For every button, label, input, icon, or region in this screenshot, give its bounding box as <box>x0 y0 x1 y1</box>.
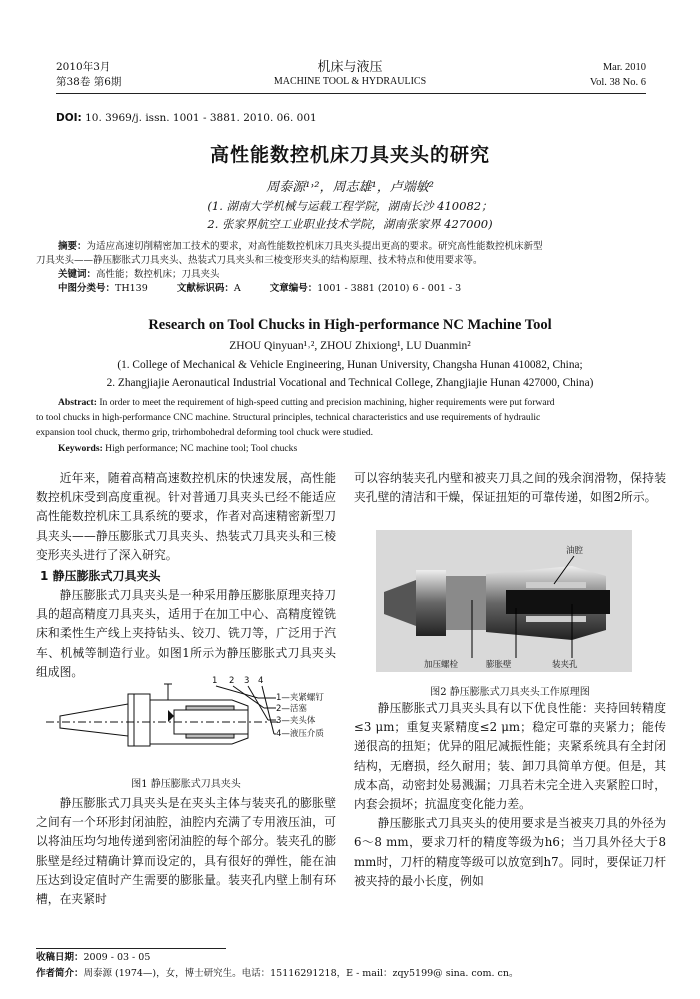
abstract-en-line2: to tool chucks in high-performance CNC machine. Structural principles, technical characteristics and use requirements of hydraulic <box>36 412 541 423</box>
author-bio: 周泰源 (1974—)，女，博士研究生。电话：15116291218，E - mail：zqy5199@ sina. com. cn。 <box>83 968 519 979</box>
affiliation-en-1: (1. College of Mechanical & Vehicle Engineering, Hunan University, Changsha Hunan 410082, China; <box>117 359 583 371</box>
figure-2-photo <box>376 530 632 672</box>
keywords-en: High performance; NC machine tool; Tool chucks <box>105 443 298 454</box>
figure-2-label-oil-chamber: 油腔 <box>566 546 584 556</box>
figure-1-label-1: 1—夹紧螺钉 <box>276 693 324 703</box>
abstract-en <box>36 395 670 456</box>
doccode-value: A <box>233 283 241 294</box>
header-date-en: Mar. 2010 <box>602 62 646 73</box>
figure-2 <box>376 530 632 672</box>
abstract-cn-line2: 刀具夹头——静压膨胀式刀具夹头、热装式刀具夹头和三棱变形夹头的结构原理、技术特点和使用要求等。 <box>36 255 483 266</box>
right-column <box>354 469 666 507</box>
affiliation-cn-1: (1. 湖南大学机械与运载工程学院，湖南长沙 410082； <box>207 199 493 213</box>
article-label: 文章编号： <box>269 283 318 294</box>
keywords-cn-label: 关键词： <box>58 269 97 280</box>
title-en: Research on Tool Chucks in High-performance NC Machine Tool <box>148 317 552 333</box>
header-journal-en: MACHINE TOOL & HYDRAULICS <box>273 76 427 87</box>
figure-1-caption: 图1 静压膨胀式刀具夹头 <box>131 779 241 790</box>
doccode-label: 文献标识码： <box>176 283 234 294</box>
figure-2-label-3: 装夹孔 <box>552 660 578 670</box>
authors-en: ZHOU Qinyuan¹˒², ZHOU Zhixiong¹, LU Duanmin² <box>229 340 471 352</box>
abstract-en-line3: expansion tool chuck, thermo grip, trirhombohedral deforming tool chuck were studied. <box>36 427 374 438</box>
left-paragraph-3: 静压膨胀式刀具夹头是在夹头主体与装夹孔的膨胀壁之间有一个环形封闭油腔，油腔内充满了专用液压油，可以将油压均匀地传递到密闭油腔的每个部分。装夹孔的膨胀壁是经过精确计算而设定的，具有很好的弹性，能在油压达到设定值时产生需要的膨胀量。装夹孔内壁上制有环槽，在夹紧时 <box>36 796 336 907</box>
abstract-en-line1: In order to meet the requirement of high-speed cutting and precision machining, higher requirements were put forward <box>99 397 555 408</box>
article-value: 1001 - 3881 (2010) 6 - 001 - 3 <box>317 283 462 294</box>
clc-label: 中图分类号： <box>58 283 116 294</box>
abstract-cn-line1: 为适应高速切削精密加工技术的要求，对高性能数控机床刀具夹头提出更高的要求。研究高性能数控机床新型 <box>86 241 543 252</box>
abstract-cn-label: 摘要： <box>58 241 87 252</box>
figure-1-label-2: 2—活塞 <box>276 704 307 714</box>
left-paragraph-2: 静压膨胀式刀具夹头是一种采用静压膨胀原理夹持刀具的超高精度刀具夹头，适用于在加工中心、高精度镗铣床和柔性生产线上夹持钻头、铰刀、铣刀等，广泛用于汽车、机械等制造行业。如图1所示为静压膨胀式刀具夹头组成图。 <box>36 588 336 679</box>
right-paragraph-3: 静压膨胀式刀具夹头的使用要求是当被夹刀具的外径为6～8 mm，要求刀杆的精度等级为h6；当刀具外径大于8 mm时，刀杆的精度等级可以放宽到h7。同时，要保证刀杆被夹持的最小长度，例如 <box>354 816 666 888</box>
clc-value: TH139 <box>115 283 148 294</box>
doi-value: 10. 3969/j. issn. 1001 - 3881. 2010. 06. 001 <box>85 112 317 124</box>
figure-1-num-2: 2 <box>229 676 235 686</box>
affiliation-cn-2: 2. 张家界航空工业职业技术学院，湖南张家界 427000) <box>207 217 493 231</box>
received-date: 2009 - 03 - 05 <box>83 952 151 963</box>
keywords-en-label: Keywords: <box>58 443 103 454</box>
header-journal-cn: 机床与液压 <box>317 60 383 75</box>
figure-1-label-4: 4—液压介质 <box>276 729 324 739</box>
figure-2-label-1: 加压螺栓 <box>424 660 459 670</box>
affiliation-en-2: 2. Zhangjiajie Aeronautical Industrial Vocational and Technical College, Zhangjiajie Hunan 427000, China) <box>106 377 594 389</box>
header-date-cn: 2010年3月 <box>56 61 111 73</box>
section-1-heading: 1 静压膨胀式刀具夹头 <box>40 569 161 584</box>
footnote-rule <box>36 948 226 949</box>
header-rule <box>56 93 646 94</box>
figure-2-label-2: 膨胀壁 <box>486 660 512 670</box>
left-paragraph-1: 近年来，随着高精高速数控机床的快速发展，高性能数控机床受到高度重视。针对普通刀具夹头已经不能适应高性能数控机床工具系统的要求，作者对高速精密新型刀具夹头——静压膨胀式刀具夹头、热装式刀具夹头和三棱变形夹头进行了深入研究。 <box>36 471 336 562</box>
keywords-cn: 高性能；数控机床；刀具夹头 <box>96 269 220 280</box>
received-line <box>36 951 150 965</box>
received-label: 收稿日期： <box>36 952 84 963</box>
doi-label: DOI: <box>56 112 82 124</box>
author-bio-line <box>36 967 518 981</box>
header-volume-en: Vol. 38 No. 6 <box>589 77 646 88</box>
right-column-lower <box>354 699 666 891</box>
author-bio-label: 作者简介： <box>36 968 84 979</box>
doi-line <box>56 112 317 124</box>
figure-2-caption: 图2 静压膨胀式刀具夹头工作原理图 <box>430 687 590 698</box>
title-cn: 高性能数控机床刀具夹头的研究 <box>209 144 490 166</box>
figure-1-num-3: 3 <box>244 676 250 686</box>
header-volume-cn: 第38卷 第6期 <box>56 76 122 88</box>
left-column <box>36 469 336 682</box>
right-paragraph-2: 静压膨胀式刀具夹头具有以下优良性能：夹持回转精度≤3 μm；重复夹紧精度≤2 μm；稳定可靠的夹紧力；能传递很高的扭矩；优异的阻尼减振性能；夹紧系统具有全封闭结构，无磨损，经久耐用；装、卸刀具简单方便。但是，其成本高，动密封处易溅漏；刀具若未完全进入夹紧腔口时，内套会损坏；抗温度变化能力差。 <box>354 701 666 812</box>
figure-1-num-4: 4 <box>258 676 264 686</box>
abstract-cn <box>36 240 670 296</box>
right-paragraph-1: 可以容纳装夹孔内壁和被夹刀具之间的残余润滑物，保持装夹孔壁的清洁和干燥，保证扭矩的可靠传递，如图2所示。 <box>354 471 666 505</box>
figure-1 <box>36 676 336 772</box>
authors-cn: 周泰源¹˒²，周志雄¹，卢端敏² <box>266 180 434 195</box>
figure-1-label-3: 3—夹头体 <box>276 716 316 726</box>
left-column-lower <box>36 794 336 909</box>
abstract-en-label: Abstract: <box>58 397 97 408</box>
figure-1-marker-icon <box>168 710 174 722</box>
figure-1-num-1: 1 <box>212 676 218 686</box>
